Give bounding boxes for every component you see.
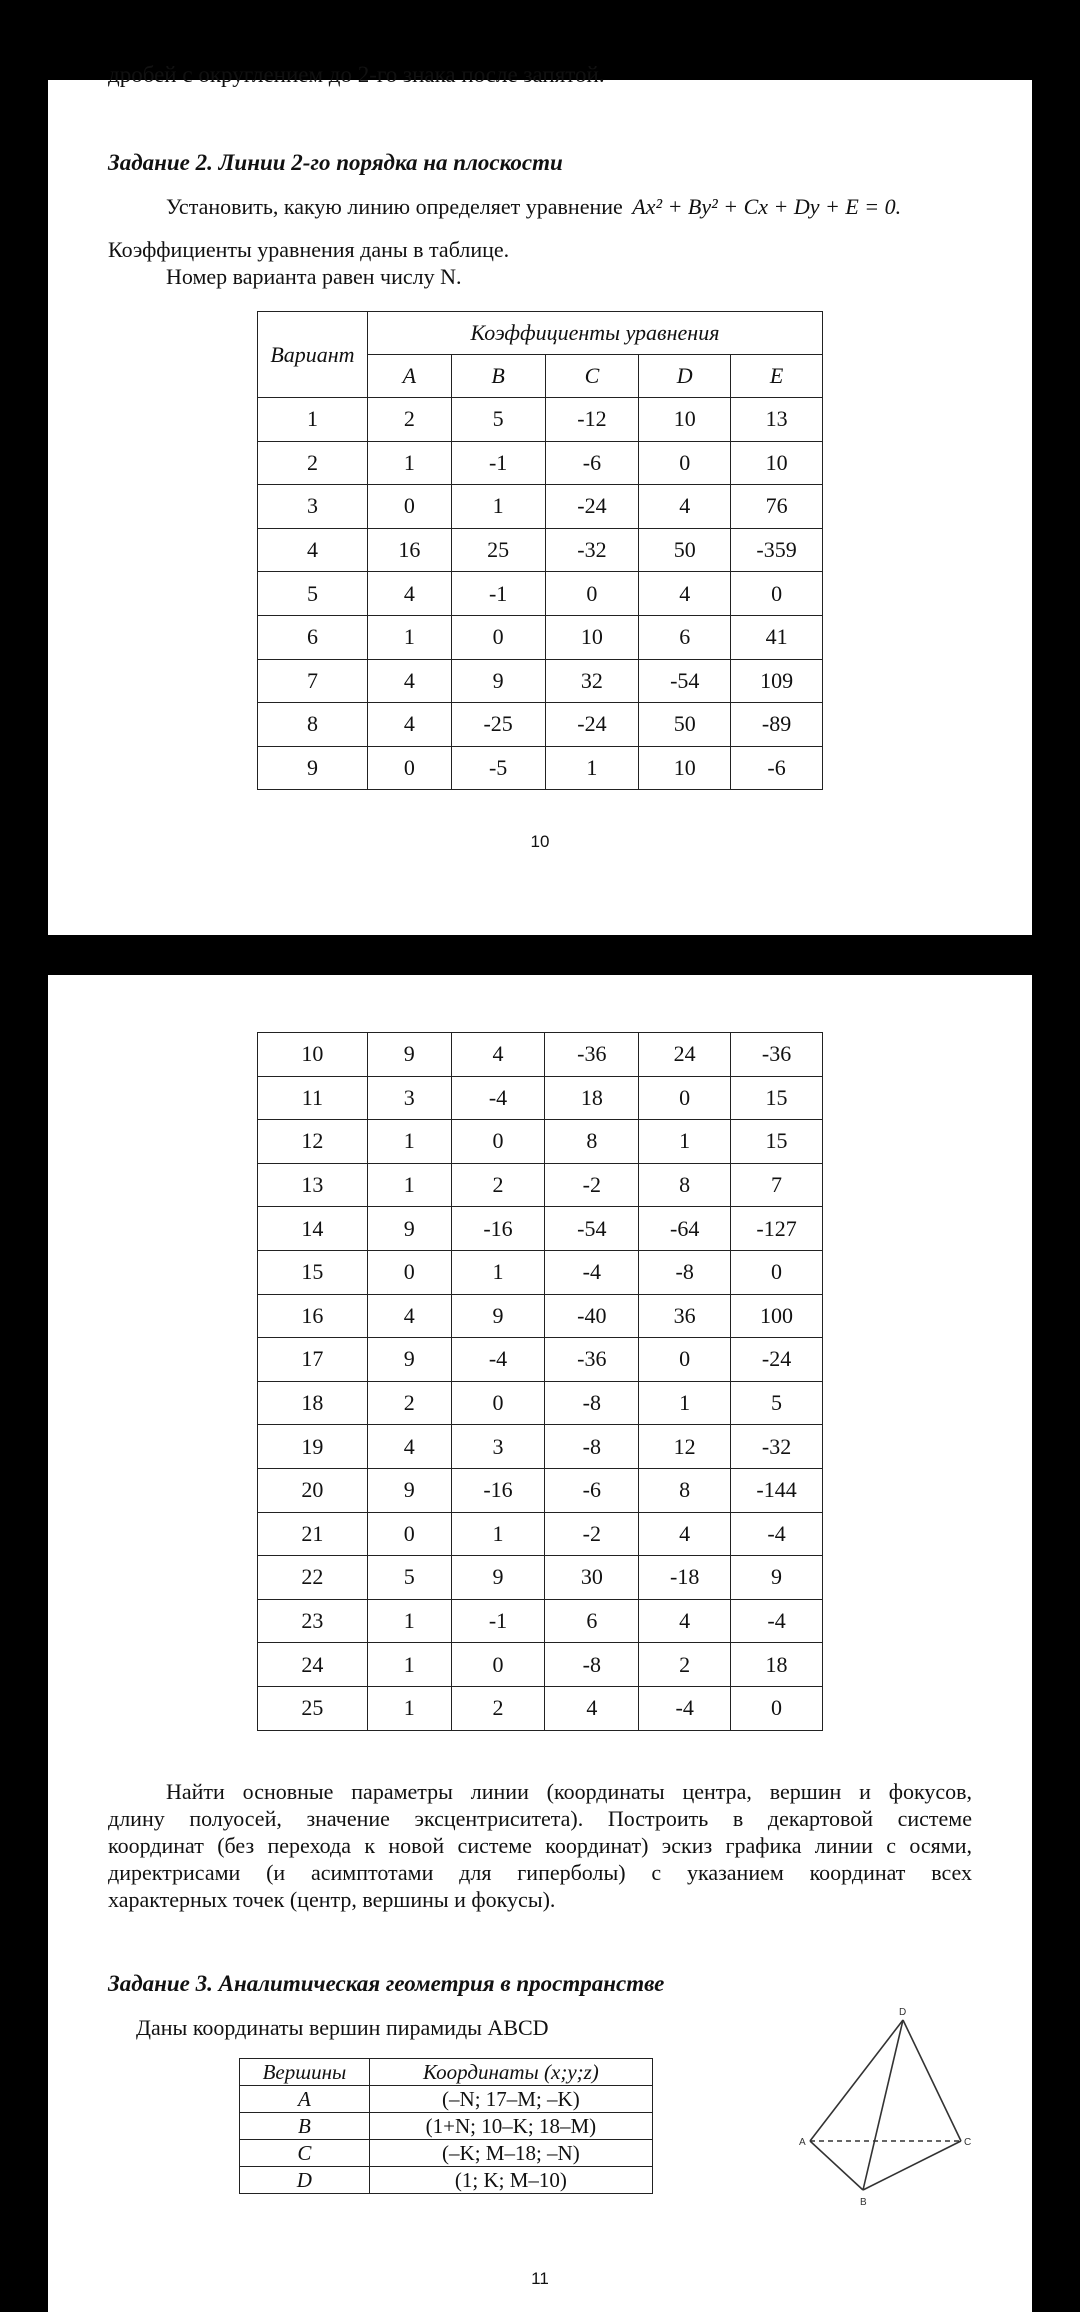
coefficient-cell: 0 [545, 572, 639, 616]
coefficient-cell: 15 [731, 1076, 823, 1120]
coefficient-cell: 8 [545, 1120, 639, 1164]
coefficient-cell: -6 [545, 441, 639, 485]
coefficient-cell: -24 [545, 703, 639, 747]
coefficient-cell: 24 [639, 1033, 731, 1077]
coefficient-cell: 1 [367, 615, 451, 659]
coefficient-cell: 1 [367, 1120, 451, 1164]
variant-cell: 6 [258, 615, 368, 659]
variant-cell: 18 [258, 1381, 368, 1425]
coefficient-cell: -1 [451, 1599, 545, 1643]
coefficient-cell: -5 [451, 746, 545, 790]
task-text-line: характерных точек (центр, вершины и фокусы). [108, 1887, 556, 1912]
coefficient-cell: 0 [639, 1076, 731, 1120]
column-header-e: E [731, 355, 823, 398]
edge-line [863, 2141, 961, 2190]
vertices-table [239, 2058, 653, 2194]
coefficient-cell: -8 [545, 1643, 639, 1687]
coefficient-cell: 10 [639, 746, 731, 790]
vertex-coordinates: (1; K; M–10) [369, 2167, 652, 2194]
variant-cell: 11 [258, 1076, 368, 1120]
table-row [258, 1294, 823, 1338]
table-row [258, 1686, 823, 1730]
label-a: A [799, 2137, 806, 2148]
coefficient-cell: -1 [451, 441, 545, 485]
coefficient-cell: 3 [367, 1076, 451, 1120]
coefficient-cell: -4 [451, 1338, 545, 1382]
coefficient-cell: -25 [451, 703, 545, 747]
coefficient-cell: -4 [731, 1599, 823, 1643]
coefficient-cell: 0 [367, 485, 451, 529]
coefficient-cell: 0 [731, 572, 823, 616]
coefficient-cell: 4 [367, 572, 451, 616]
coefficient-cell: 2 [367, 1381, 451, 1425]
variant-cell: 2 [258, 441, 368, 485]
coefficient-cell: 1 [639, 1381, 731, 1425]
coefficient-cell: 4 [451, 1033, 545, 1077]
table-row [258, 572, 823, 616]
coefficient-cell: 109 [731, 659, 823, 703]
coefficient-cell: 4 [639, 485, 731, 529]
task2-title: Задание 2. Линии 2-го порядка на плоскости [108, 150, 563, 175]
table-row [258, 441, 823, 485]
coefficient-cell: 1 [639, 1120, 731, 1164]
task3-title: Задание 3. Аналитическая геометрия в пространстве [108, 1971, 665, 1996]
variant-cell: 16 [258, 1294, 368, 1338]
table-row [258, 485, 823, 529]
coefficient-cell: 9 [367, 1468, 451, 1512]
coefficient-cell: -18 [639, 1556, 731, 1600]
coefficient-cell: 7 [731, 1163, 823, 1207]
coefficient-cell: 15 [731, 1120, 823, 1164]
variant-cell: 25 [258, 1686, 368, 1730]
variant-cell: 17 [258, 1338, 368, 1382]
coefficient-cell: 13 [731, 398, 823, 442]
variant-cell: 7 [258, 659, 368, 703]
coefficient-cell: -54 [639, 659, 731, 703]
coefficient-cell: 16 [367, 528, 451, 572]
coefficient-cell: 8 [639, 1468, 731, 1512]
coefficient-cell: 1 [367, 1686, 451, 1730]
coefficient-cell: -127 [731, 1207, 823, 1251]
coefficient-cell: 9 [367, 1207, 451, 1251]
table-row [258, 1556, 823, 1600]
column-header-a: A [367, 355, 451, 398]
coefficient-cell: 1 [367, 1599, 451, 1643]
edge-line [903, 2020, 961, 2141]
coefficient-cell: 9 [367, 1338, 451, 1382]
vertex-coordinates: (1+N; 10–K; 18–M) [369, 2113, 652, 2140]
coefficient-cell: 50 [639, 528, 731, 572]
coefficient-cell: 1 [451, 1512, 545, 1556]
table-row [258, 1338, 823, 1382]
vertices-header: Вершины [240, 2059, 370, 2086]
task-text-line: длину полуосей, значение эксцентриситета). Построить в декартовой системе [108, 1806, 972, 1831]
coefficient-cell: 0 [731, 1250, 823, 1294]
vertex-name: C [240, 2140, 370, 2167]
coefficient-cell: -2 [545, 1512, 639, 1556]
coefficients-group-header: Коэффициенты уравнения [367, 312, 822, 355]
vertex-row [240, 2086, 653, 2113]
coefficient-cell: 4 [639, 1599, 731, 1643]
coefficient-cell: -24 [545, 485, 639, 529]
variant-header: Вариант [258, 312, 368, 398]
table-row [258, 1120, 823, 1164]
coefficient-cell: 0 [367, 746, 451, 790]
vertex-row [240, 2113, 653, 2140]
coefficient-cell: 9 [731, 1556, 823, 1600]
variant-cell: 4 [258, 528, 368, 572]
table-row [258, 1643, 823, 1687]
variant-cell: 15 [258, 1250, 368, 1294]
coefficient-cell: -359 [731, 528, 823, 572]
coefficient-cell: 9 [367, 1033, 451, 1077]
coefficient-cell: -144 [731, 1468, 823, 1512]
vertex-row [240, 2140, 653, 2167]
coefficient-cell: 18 [731, 1643, 823, 1687]
task-instructions [108, 1778, 972, 1913]
coefficient-cell: 50 [639, 703, 731, 747]
intro-text: Установить, какую линию определяет уравнение [166, 194, 623, 219]
variant-cell: 12 [258, 1120, 368, 1164]
table-row [258, 1033, 823, 1077]
page-number: 10 [530, 832, 550, 851]
coefficient-cell: 1 [367, 441, 451, 485]
variant-cell: 22 [258, 1556, 368, 1600]
coefficient-cell: -36 [545, 1338, 639, 1382]
coefficient-cell: 18 [545, 1076, 639, 1120]
coefficient-cell: 4 [639, 1512, 731, 1556]
vertex-name: A [240, 2086, 370, 2113]
table-row [258, 1381, 823, 1425]
variant-cell: 5 [258, 572, 368, 616]
pyramid-text: Даны координаты вершин пирамиды ABCD [136, 2015, 549, 2040]
coefficient-cell: 8 [639, 1163, 731, 1207]
coefficient-cell: 0 [367, 1250, 451, 1294]
coefficient-cell: 4 [367, 1425, 451, 1469]
coefficient-cell: -64 [639, 1207, 731, 1251]
coefficient-cell: 0 [731, 1686, 823, 1730]
column-header-d: D [639, 355, 731, 398]
table-row [258, 1076, 823, 1120]
table-row [258, 1163, 823, 1207]
coefficient-cell: -16 [451, 1468, 545, 1512]
coefficient-cell: -2 [545, 1163, 639, 1207]
coefficient-cell: -54 [545, 1207, 639, 1251]
vertex-coordinates: (–K; M–18; –N) [369, 2140, 652, 2167]
variant-cell: 1 [258, 398, 368, 442]
coefficient-cell: 4 [545, 1686, 639, 1730]
coefficient-cell: 5 [451, 398, 545, 442]
coefficient-cell: 2 [367, 398, 451, 442]
coefficient-cell: 10 [639, 398, 731, 442]
coefficient-cell: 0 [451, 1120, 545, 1164]
coefficient-cell: -12 [545, 398, 639, 442]
table-row [258, 615, 823, 659]
coefficient-cell: 0 [451, 615, 545, 659]
label-c: C [964, 2137, 972, 2148]
coefficient-cell: 9 [451, 1556, 545, 1600]
variant-cell: 8 [258, 703, 368, 747]
pyramid-figure [798, 2005, 1028, 2208]
vertex-name: B [240, 2113, 370, 2140]
variant-cell: 14 [258, 1207, 368, 1251]
label-b: B [860, 2197, 867, 2208]
vertex-name: D [240, 2167, 370, 2194]
coordinates-header: Координаты (x;y;z) [369, 2059, 652, 2086]
document-page-11 [48, 975, 1032, 2312]
task-text-line: координат (без перехода к новой системе координат) эскиз графика линии с осями, [108, 1833, 972, 1858]
coefficient-cell: -32 [545, 528, 639, 572]
coefficient-cell: -32 [731, 1425, 823, 1469]
coefficient-cell: 0 [639, 441, 731, 485]
table-row [258, 746, 823, 790]
page-number: 11 [531, 2269, 549, 2288]
coefficient-cell: 100 [731, 1294, 823, 1338]
coefficient-cell: -8 [639, 1250, 731, 1294]
coefficient-cell: 1 [451, 1250, 545, 1294]
coefficient-cell: 1 [545, 746, 639, 790]
coefficient-cell: 9 [451, 659, 545, 703]
coefficient-cell: 2 [451, 1163, 545, 1207]
table-row [258, 1468, 823, 1512]
coefficient-cell: 36 [639, 1294, 731, 1338]
coefficient-cell: 10 [731, 441, 823, 485]
coefficient-cell: -1 [451, 572, 545, 616]
coefficient-cell: -4 [451, 1076, 545, 1120]
coefficient-cell: 6 [545, 1599, 639, 1643]
edge-line [810, 2141, 863, 2190]
coefficient-cell: 5 [731, 1381, 823, 1425]
coefficient-cell: 0 [451, 1643, 545, 1687]
coefficient-cell: 3 [451, 1425, 545, 1469]
table-row [258, 659, 823, 703]
table-row [258, 1512, 823, 1556]
coefficient-cell: -8 [545, 1381, 639, 1425]
coefficient-cell: 6 [639, 615, 731, 659]
table-row [258, 1599, 823, 1643]
coefficient-cell: 0 [451, 1381, 545, 1425]
coefficient-cell: -89 [731, 703, 823, 747]
coefficient-cell: 5 [367, 1556, 451, 1600]
variant-cell: 3 [258, 485, 368, 529]
cut-off-text: дробей с округлением до 2-го знака после запятой. [108, 62, 605, 87]
coefficient-cell: -8 [545, 1425, 639, 1469]
coefficient-cell: 4 [367, 659, 451, 703]
intro-line-2: Коэффициенты уравнения даны в таблице. [108, 237, 510, 262]
variant-cell: 19 [258, 1425, 368, 1469]
coefficient-cell: -4 [639, 1686, 731, 1730]
table-row [258, 398, 823, 442]
coefficient-cell: -6 [545, 1468, 639, 1512]
coefficient-cell: -24 [731, 1338, 823, 1382]
coefficient-cell: 2 [639, 1643, 731, 1687]
vertex-row [240, 2167, 653, 2194]
table-row [258, 1425, 823, 1469]
coefficient-cell: 4 [639, 572, 731, 616]
coefficient-cell: -36 [731, 1033, 823, 1077]
table-row [258, 1207, 823, 1251]
coefficient-cell: 1 [367, 1163, 451, 1207]
task-text-line: директрисами (и асимптотами для гиперболы) с указанием координат всех [108, 1860, 972, 1885]
variant-cell: 23 [258, 1599, 368, 1643]
table-row [258, 528, 823, 572]
coefficient-cell: 1 [451, 485, 545, 529]
coefficient-cell: 2 [451, 1686, 545, 1730]
vertex-coordinates: (–N; 17–M; –K) [369, 2086, 652, 2113]
coefficient-cell: 10 [545, 615, 639, 659]
coefficient-cell: 30 [545, 1556, 639, 1600]
coefficient-cell: 41 [731, 615, 823, 659]
variant-cell: 21 [258, 1512, 368, 1556]
intro-line-3: Номер варианта равен числу N. [166, 264, 462, 289]
label-d: D [899, 2007, 907, 2018]
table-row [258, 1250, 823, 1294]
task-text-line: Найти основные параметры линии (координаты центра, вершин и фокусов, [166, 1779, 972, 1804]
variant-cell: 10 [258, 1033, 368, 1077]
coefficients-table-part2 [257, 1032, 823, 1731]
coefficients-table-part1 [257, 311, 823, 790]
coefficient-cell: -4 [545, 1250, 639, 1294]
coefficient-cell: 76 [731, 485, 823, 529]
variant-cell: 9 [258, 746, 368, 790]
coefficient-cell: -6 [731, 746, 823, 790]
coefficient-cell: -40 [545, 1294, 639, 1338]
coefficient-cell: 1 [367, 1643, 451, 1687]
coefficient-cell: -16 [451, 1207, 545, 1251]
coefficient-cell: 0 [367, 1512, 451, 1556]
table-row [258, 703, 823, 747]
coefficient-cell: 25 [451, 528, 545, 572]
coefficient-cell: 4 [367, 703, 451, 747]
coefficient-cell: 0 [639, 1338, 731, 1382]
intro-line-1 [166, 193, 901, 220]
coefficient-cell: 9 [451, 1294, 545, 1338]
coefficient-cell: 12 [639, 1425, 731, 1469]
column-header-b: B [451, 355, 545, 398]
column-header-c: C [545, 355, 639, 398]
coefficient-cell: 4 [367, 1294, 451, 1338]
document-page-10 [48, 62, 1032, 935]
variant-cell: 13 [258, 1163, 368, 1207]
equation: Ax² + By² + Cx + Dy + E = 0. [632, 194, 902, 219]
coefficient-cell: 32 [545, 659, 639, 703]
variant-cell: 20 [258, 1468, 368, 1512]
variant-cell: 24 [258, 1643, 368, 1687]
coefficient-cell: -4 [731, 1512, 823, 1556]
coefficient-cell: -36 [545, 1033, 639, 1077]
